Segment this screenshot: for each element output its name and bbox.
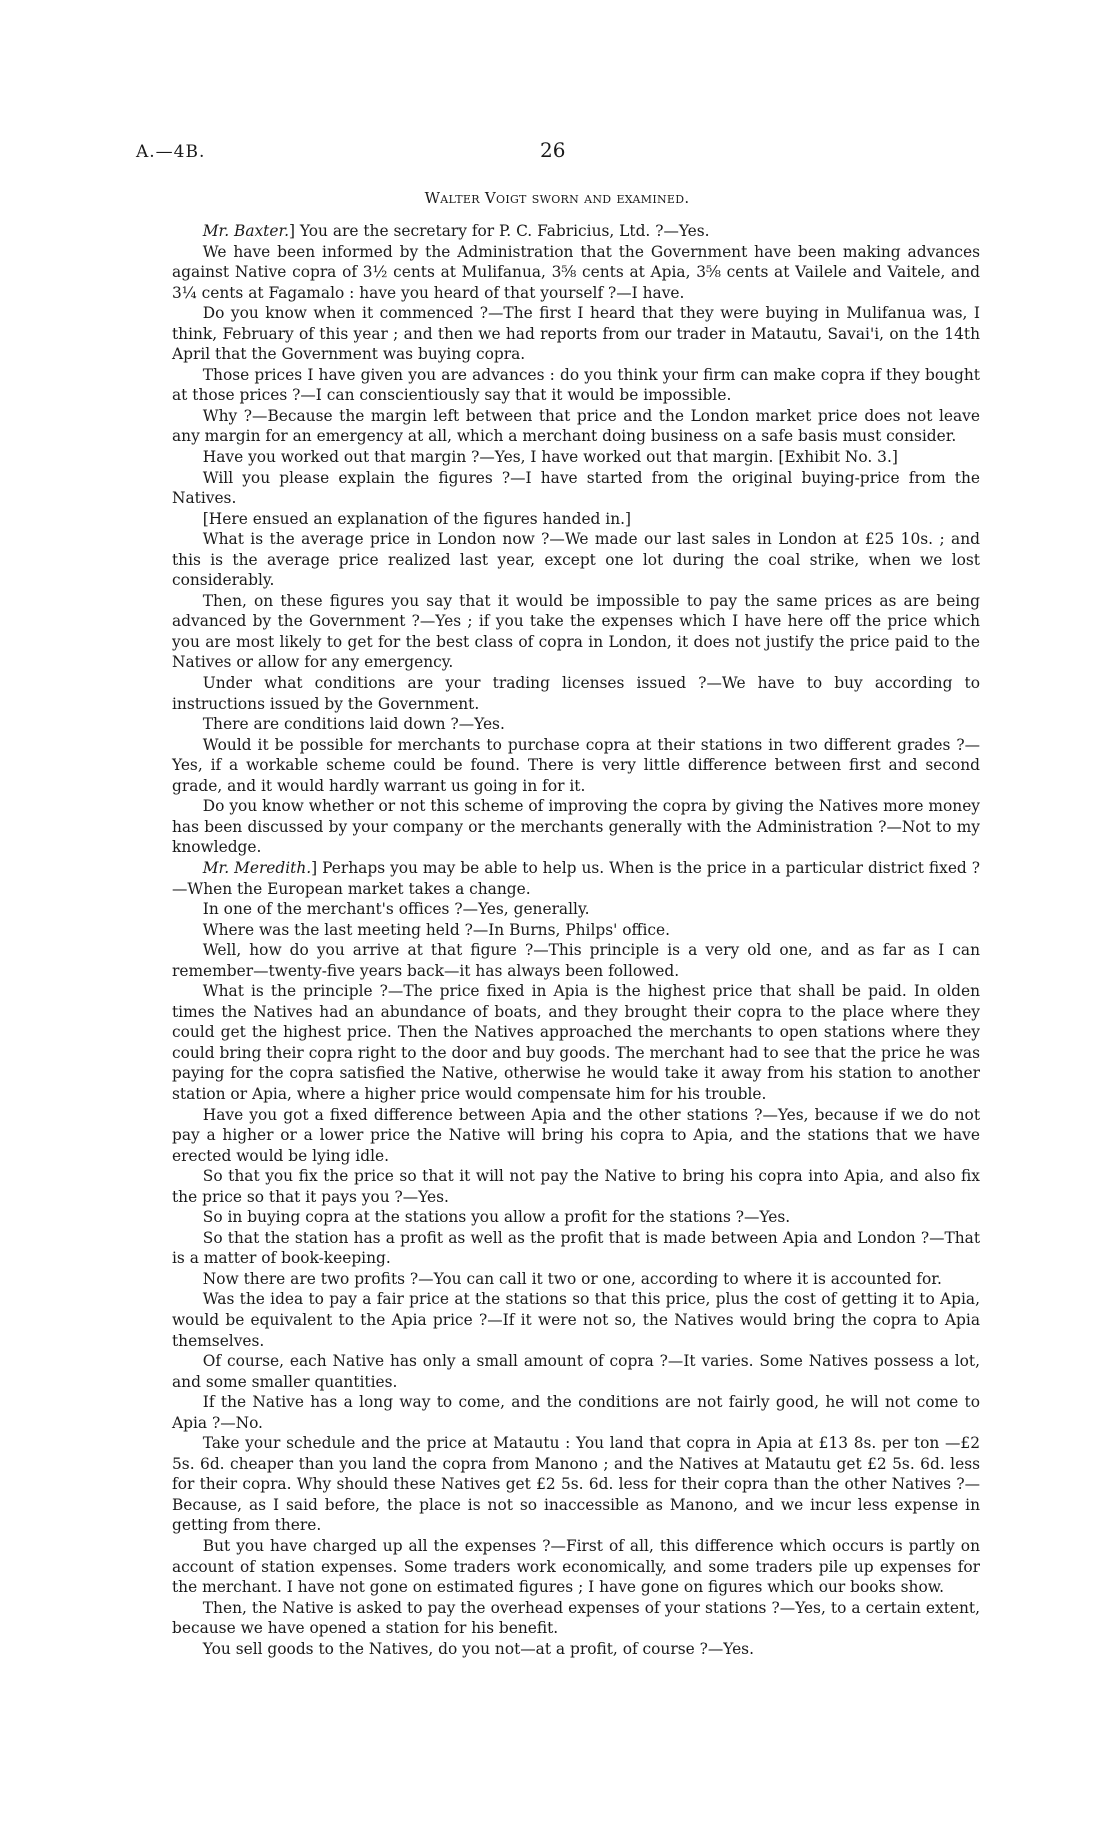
testimony-paragraph (172, 735, 980, 797)
paragraph-text: Those prices I have given you are advances : do you think your firm can make copra if they bought at those prices ?—I can conscientiously say that it would be impossible. (172, 365, 980, 405)
testimony-paragraph (172, 509, 980, 530)
paragraph-text: Well, how do you arrive at that figure ?—This principle is a very old one, and as far as I can remember—twenty-five years back—it has always been followed. (172, 941, 980, 980)
paragraph-text: What is the principle ?—The price fixed in Apia is the highest price that shall be paid. In olden times the Natives had an abundance of boats, and they brought their copra to the place where they could get the highest price. Then the Natives approached the merchants to open stations where they could bring their copra right to the door and buy goods. The merchant had to see that the price he was paying for the copra satisfied the Native, otherwise he would take it away from his station to another station or Apia, where a higher price would compensate him for his trouble. (172, 982, 980, 1103)
paragraph-text: Of course, each Native has only a small amount of copra ?—It varies. Some Natives possess a lot, and some smaller quantities. (172, 1352, 980, 1391)
paragraph-text: Have you got a fixed difference between Apia and the other stations ?—Yes, because if we do not pay a higher or a lower price the Native will bring his copra to Apia, and the stations that we have erected would be lying idle. (172, 1105, 980, 1165)
testimony-paragraph (172, 468, 980, 509)
paragraph-text: Take your schedule and the price at Matautu : You land that copra in Apia at £13 8s. per ton —£2 5s. 6d. cheaper than you land the copra from Manono ; and the Natives at Matautu get £2 5s. 6d. less for their copra. Why should these Natives get £2 5s. 6d. less for their copra than the other Natives ?—Because, as I said before, the place is not so inaccessible as Manono, and we incur less expense in getting from there. (172, 1434, 980, 1535)
testimony-paragraph (172, 858, 980, 899)
paragraph-text: Do you know whether or not this scheme of improving the copra by giving the Natives more money has been discussed by your company or the merchants generally with the Administration ?—Not to my knowledge. (172, 797, 980, 857)
paragraph-text: Do you know when it commenced ?—The first I heard that they were buying in Mulifanua was, I think, February of this year ; and then we had reports from our trader in Matautu, Savai'i, on the 14th April that the Government was buying copra. (172, 304, 980, 364)
paragraph-text: You sell goods to the Natives, do you not—at a profit, of course ?—Yes. (202, 1639, 754, 1658)
paragraph-text: Will you please explain the figures ?—I have started from the original buying-price from the Natives. (172, 468, 980, 508)
paragraph-text: What is the average price in London now ?—We made our last sales in London at £25 10s. ; and this is the average price realized last year, except one lot during the coal strike, when we lost considerably. (172, 530, 980, 590)
testimony-paragraph (172, 221, 980, 242)
testimony-paragraph (172, 1228, 980, 1269)
paragraph-text: Have you worked out that margin ?—Yes, I have worked out that margin. [Exhibit No. 3.] (202, 448, 898, 467)
testimony-paragraph (172, 1166, 980, 1207)
paragraph-text: So that the station has a profit as well as the profit that is made between Apia and London ?—That is a matter of book-keeping. (172, 1228, 980, 1268)
page-number: 26 (540, 138, 566, 162)
paragraph-text: Then, on these figures you say that it would be impossible to pay the same prices as are being advanced by the Government ?—Yes ; if you take the expenses which I have here off the price which you are most likely to get for the best class of copra in London, it does not justify the price paid to the Natives or allow for any emergency. (172, 591, 980, 672)
testimony-paragraph (172, 529, 980, 591)
paragraph-text: There are conditions laid down ?—Yes. (202, 715, 505, 734)
paragraph-text: So that you fix the price so that it will not pay the Native to bring his copra into Apia, and also fix the price so that it pays you ?—Yes. (172, 1167, 980, 1206)
paragraph-text: ] You are the secretary for P. C. Fabricius, Ltd. ?—Yes. (289, 222, 710, 240)
testimony-paragraph (172, 406, 980, 447)
testimony-paragraph (172, 1598, 980, 1639)
speaker-name: Mr. Baxter. (202, 222, 290, 240)
testimony-paragraph (172, 673, 980, 714)
testimony-paragraph (172, 940, 980, 981)
testimony-paragraph (172, 1392, 980, 1433)
paragraph-text: In one of the merchant's offices ?—Yes, generally. (202, 900, 590, 919)
paragraph-text: Now there are two profits ?—You can call it two or one, according to where it is accounted for. (202, 1269, 942, 1288)
section-title: Walter Voigt sworn and examined. (424, 189, 690, 207)
testimony-paragraph (172, 1207, 980, 1228)
paragraph-text: [Here ensued an explanation of the figures handed in.] (202, 509, 632, 528)
testimony-paragraph (172, 303, 980, 365)
paragraph-text: If the Native has a long way to come, and the conditions are not fairly good, he will not come to Apia ?—No. (172, 1393, 980, 1432)
testimony-paragraph (172, 981, 980, 1104)
testimony-paragraph (172, 1433, 980, 1536)
paragraph-text: Then, the Native is asked to pay the overhead expenses of your stations ?—Yes, to a certain extent, because we have opened a station for his benefit. (172, 1598, 980, 1638)
paragraph-text: Where was the last meeting held ?—In Burns, Philps' office. (202, 920, 670, 939)
testimony-paragraph (172, 899, 980, 920)
testimony-paragraph (172, 1351, 980, 1392)
testimony-paragraph (172, 591, 980, 673)
paragraph-text: Why ?—Because the margin left between that price and the London market price does not leave any margin for an emergency at all, which a merchant doing business on a safe basis must consider. (172, 406, 980, 446)
paragraph-text: We have been informed by the Administration that the Government have been making advances against Native copra of 3½ cents at Mulifanua, 3⅝ cents at Apia, 3⅝ cents at Vailele and Vaitele, and 3¼ cents at Fagamalo : have you heard of that yourself ?—I have. (172, 242, 980, 302)
paragraph-text: So in buying copra at the stations you allow a profit for the stations ?—Yes. (202, 1208, 791, 1227)
paragraph-text: But you have charged up all the expenses ?—First of all, this difference which occurs is partly on account of station expenses. Some traders work economically, and some traders pile up expenses for the merchant. I have not gone on estimated figures ; I have gone on figures which our books show. (172, 1537, 980, 1597)
paragraph-text: ] Perhaps you may be able to help us. When is the price in a particular district fixed ?—When the European market takes a change. (172, 858, 980, 898)
testimony-paragraph (172, 1639, 980, 1660)
paragraph-text: Was the idea to pay a fair price at the stations so that this price, plus the cost of getting it to Apia, would be equivalent to the Apia price ?—If it were not so, the Natives would bring the copra to Apia themselves. (172, 1290, 980, 1350)
testimony-paragraph (172, 365, 980, 406)
testimony-paragraph (172, 1105, 980, 1167)
speaker-name: Mr. Meredith. (202, 858, 312, 877)
testimony-paragraph (172, 242, 980, 304)
document-code: A.—4B. (136, 142, 206, 162)
testimony-paragraph (172, 447, 980, 468)
testimony-body (172, 221, 980, 1659)
paragraph-text: Would it be possible for merchants to purchase copra at their stations in two different grades ?—Yes, if a workable scheme could be found. There is very little difference between first and second grade, and it would hardly warrant us going in for it. (172, 735, 980, 795)
testimony-paragraph (172, 714, 980, 735)
paragraph-text: Under what conditions are your trading licenses issued ?—We have to buy according to instructions issued by the Government. (172, 674, 980, 713)
testimony-paragraph (172, 796, 980, 858)
testimony-paragraph (172, 1536, 980, 1598)
testimony-paragraph (172, 920, 980, 941)
testimony-paragraph (172, 1289, 980, 1351)
testimony-paragraph (172, 1269, 980, 1290)
